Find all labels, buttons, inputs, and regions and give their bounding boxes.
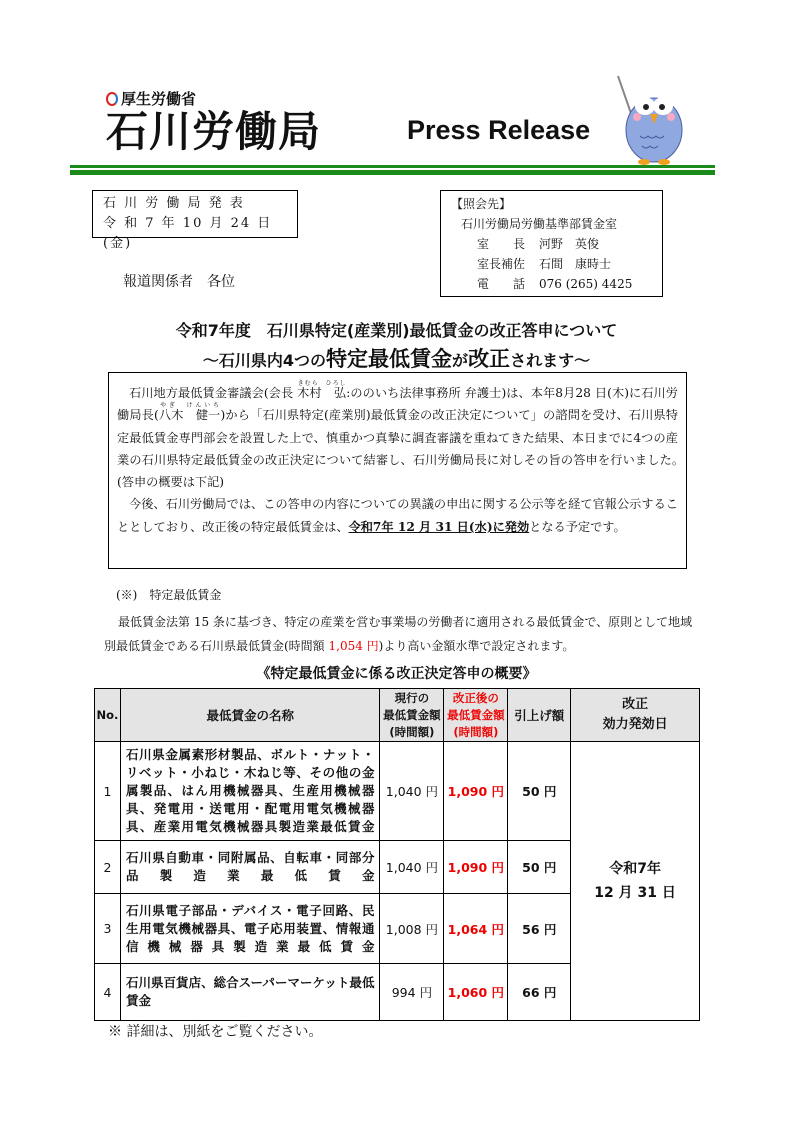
header-divider-thick	[70, 170, 715, 175]
header-name: 最低賃金の名称	[120, 689, 379, 742]
contact-row	[451, 254, 652, 274]
header-new	[444, 689, 508, 742]
title-part: 特定最低賃金	[326, 347, 453, 371]
text: (時間額)	[389, 724, 435, 739]
director-name	[158, 402, 221, 423]
contact-value: 076 (265) 4425	[539, 277, 633, 291]
row-no: 1	[95, 742, 121, 841]
contact-dept: 石川労働局労働基準部賃金室	[461, 217, 618, 231]
effective-date-highlight: 令和7年 12 月 31 日(水)に発効	[348, 519, 530, 534]
row-no: 3	[95, 894, 121, 964]
summary-paragraph-1	[117, 380, 691, 493]
table-title: 《特定最低賃金に係る改正決定答申の概要》	[256, 666, 537, 682]
row-name: 石川県金属素形材製品、ボルト・ナット・リベット・小ねじ・木ねじ等、その他の金属製品、はん用機械器具、生産用機械器具、発電用・送電用・配電用電気機械器具、産業用電気機械器具製造業最低賃金	[120, 742, 379, 841]
title-part: されます～	[510, 351, 591, 370]
press-release-title: Press Release	[407, 115, 591, 145]
contact-value: 石間 康時士	[539, 257, 612, 271]
contact-label: 室 長	[477, 237, 526, 251]
table-row	[95, 742, 700, 841]
text: 最低賃金額	[383, 707, 441, 722]
table-header-row	[95, 689, 700, 742]
row-raise: 56 円	[508, 894, 571, 964]
text: 改正	[622, 697, 649, 712]
row-new: 1,060 円	[444, 964, 508, 1021]
title-part: ～石川県内4つの	[202, 351, 327, 370]
row-raise: 66 円	[508, 964, 571, 1021]
text: 木村 弘	[297, 386, 347, 400]
row-new: 1,064 円	[444, 894, 508, 964]
row-current: 994 円	[380, 964, 444, 1021]
text: 12 月 31 日	[594, 885, 676, 901]
bureau-name: 石川労働局	[106, 107, 322, 156]
row-current: 1,008 円	[380, 894, 444, 964]
title-part: が	[452, 351, 469, 370]
text: 今後、石川労働局では、この答申の内容についての異議の申出に関する公示等を経て官報公示することとしており、改正後の特定最低賃金は、	[117, 497, 678, 534]
row-raise: 50 円	[508, 841, 571, 894]
ministry-logo	[106, 88, 196, 109]
row-no: 2	[95, 841, 121, 894]
ministry-mark-icon	[106, 92, 118, 106]
header-raise: 引上げ額	[508, 689, 571, 742]
wage-table	[94, 688, 700, 1021]
text: となる予定です。	[529, 519, 626, 534]
text: 最低賃金額	[447, 707, 505, 722]
row-current: 1,040 円	[380, 742, 444, 841]
announcement-box	[92, 190, 298, 251]
chair-name	[297, 380, 347, 400]
effective-date	[571, 742, 700, 1021]
row-name: 石川県自動車・同附属品、自転車・同部分品製造業最低賃金	[120, 841, 379, 894]
text: 現行の	[394, 690, 430, 705]
row-new: 1,090 円	[444, 742, 508, 841]
text: )から「石川県特定(産業別)最低賃金の改正決定について」の諮問を受け、石川県特定最低賃金専門部会を設置した上で、慎重かつ真摯に調査審議を重ねてきた結果、本日までに4つの産業の石川県特定最低賃金の改正決定について結審し、石川労働局長に対しその旨の答申を行いました。 (答申の概要は下記)	[117, 408, 691, 490]
summary-box	[108, 372, 691, 569]
contact-title: 【照会先】	[451, 197, 512, 211]
contact-row	[451, 274, 652, 294]
contact-label: 電 話	[477, 277, 526, 291]
row-name: 石川県百貨店、総合スーパーマーケット最低賃金	[120, 964, 379, 1021]
title-line1: 令和7年度 石川県特定(産業別)最低賃金の改正答申について	[175, 321, 618, 340]
text: :ののいち法律事務所 弁護士)は、本年8月28 日(木)に石川労働局長(	[117, 386, 678, 423]
row-raise: 50 円	[508, 742, 571, 841]
text: 最低賃金法第 15 条に基づき、特定の産業を営む事業場の労働者に適用される最低賃金で、原則として地域別最低賃金である石川県最低賃金(時間額	[104, 615, 693, 653]
owl-mascot-icon	[612, 72, 692, 168]
row-no: 4	[95, 964, 121, 1021]
header-current	[380, 689, 444, 742]
ministry-name: 厚生労働省	[121, 90, 197, 108]
ruby: きむら ひろし	[297, 380, 347, 387]
contact-value: 河野 英俊	[539, 237, 600, 251]
regional-min-wage: 1,054 円	[328, 639, 379, 653]
row-current: 1,040 円	[380, 841, 444, 894]
footnote: ※ 詳細は、別紙をご覧ください。	[108, 1024, 323, 1040]
ruby: やぎ けんいち	[158, 402, 221, 410]
row-name: 石川県電子部品・デバイス・電子回路、民生用電気機械器具、電子応用装置、情報通信機械器具製造業最低賃金	[120, 894, 379, 964]
title-part: 改正	[468, 347, 511, 371]
text: (時間額)	[453, 724, 499, 739]
contact-box	[440, 190, 663, 297]
text: 八木 健一	[158, 408, 221, 423]
header-date	[571, 689, 700, 742]
text: 改正後の	[452, 690, 499, 705]
header-divider-thin	[70, 165, 715, 168]
title-line2	[0, 343, 793, 373]
text: )より高い金額水準で設定されます。	[378, 639, 575, 653]
header-no: No.	[95, 689, 121, 742]
addressee: 報道関係者 各位	[123, 274, 235, 290]
note-paragraph	[104, 610, 704, 658]
contact-label: 室長補佐	[477, 257, 526, 271]
announcer: 石 川 労 働 局 発 表	[103, 196, 245, 211]
note-heading: (※) 特定最低賃金	[116, 588, 222, 602]
text: 令和7年	[609, 861, 661, 877]
announce-date: 令 和 7 年 10 月 24 日 (金)	[103, 216, 273, 251]
text: 石川地方最低賃金審議会(会長	[129, 386, 298, 400]
text: 効力発効日	[602, 717, 668, 732]
contact-row	[451, 234, 652, 254]
summary-paragraph-2	[117, 493, 678, 538]
row-new: 1,090 円	[444, 841, 508, 894]
